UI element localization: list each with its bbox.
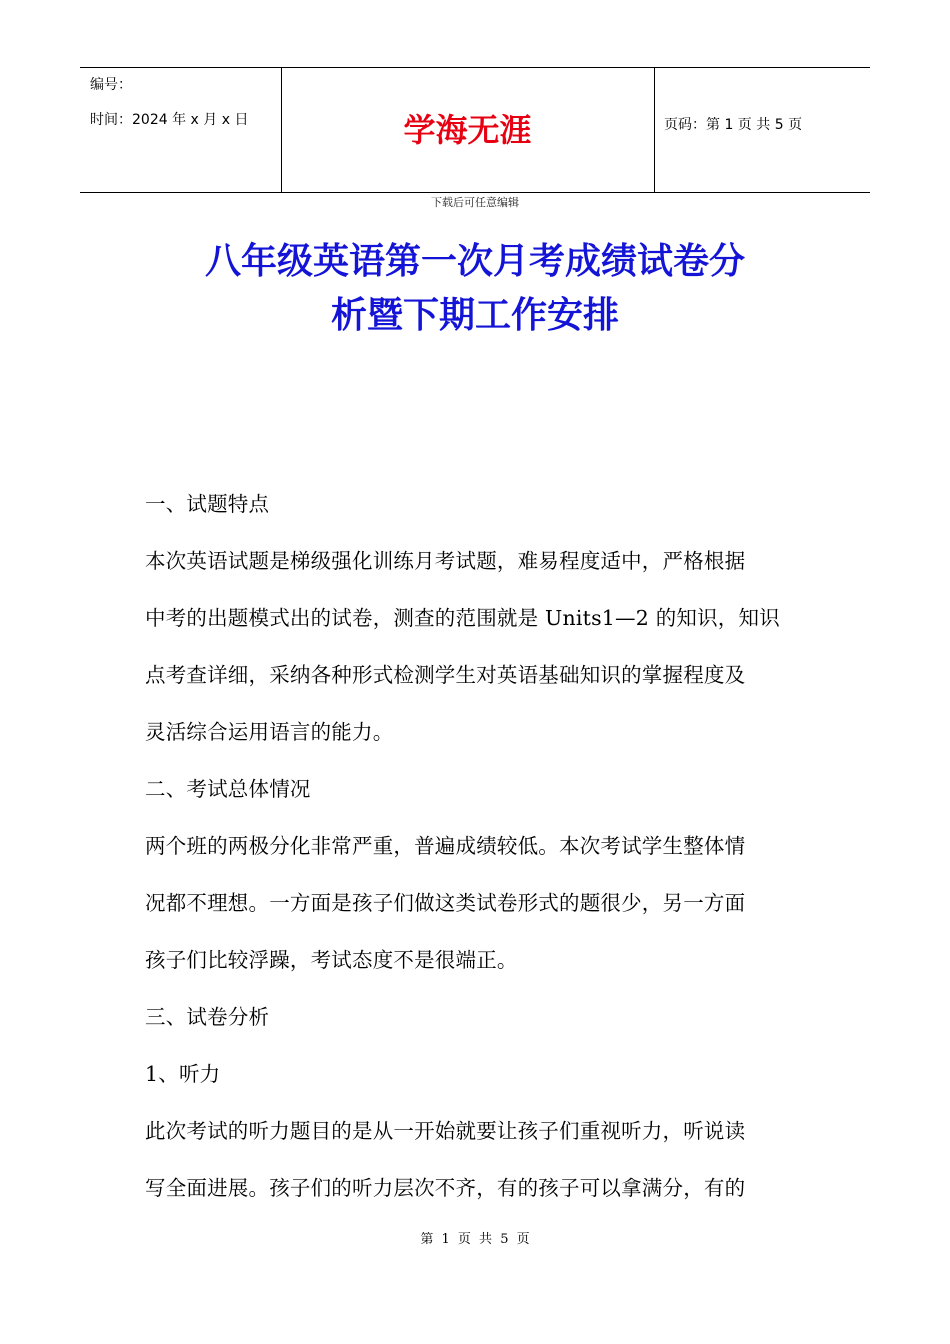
header-table — [80, 67, 870, 193]
brand-logo-text: 学海无涯 — [403, 111, 532, 149]
paragraph-line: 写全面进展。孩子们的听力层次不齐，有的孩子可以拿满分，有的 — [145, 1176, 746, 1200]
section-heading: 二、考试总体情况 — [145, 777, 311, 801]
title-line: 八年级英语第一次月考成绩试卷分 — [204, 241, 745, 282]
download-note: 下载后可任意编辑 — [431, 196, 519, 209]
header-left-cell — [80, 68, 282, 192]
paragraph-line: 点考查详细，采纳各种形式检测学生对英语基础知识的掌握程度及 — [145, 663, 746, 687]
date-label: 时间：2024 年 x 月 x 日 — [90, 112, 249, 128]
paragraph-line: 此次考试的听力题目的是从一开始就要让孩子们重视听力，听说读 — [145, 1119, 746, 1143]
number-label: 编号： — [90, 77, 132, 93]
paragraph-line: 两个班的两极分化非常严重，普遍成绩较低。本次考试学生整体情 — [145, 834, 746, 858]
page-footer: 第 1 页 共 5 页 — [420, 1232, 530, 1247]
section-heading: 三、试卷分析 — [145, 1005, 270, 1029]
paragraph-line: 本次英语试题是梯级强化训练月考试题，难易程度适中，严格根据 — [145, 549, 746, 573]
document-body — [145, 476, 813, 1217]
paragraph-line: 孩子们比较浮躁，考试态度不是很端正。 — [145, 948, 518, 972]
header-right-cell — [654, 68, 870, 192]
paragraph-line: 灵活综合运用语言的能力。 — [145, 720, 394, 744]
document-title — [100, 235, 850, 343]
section-heading: 一、试题特点 — [145, 492, 270, 516]
subsection-heading: 1、听力 — [145, 1062, 221, 1086]
paragraph-line: 中考的出题模式出的试卷，测查的范围就是 Units1—2 的知识，知识 — [145, 606, 780, 630]
page-label: 页码：第 1 页 共 5 页 — [664, 117, 803, 133]
paragraph-line: 况都不理想。一方面是孩子们做这类试卷形式的题很少，另一方面 — [145, 891, 746, 915]
header-middle-cell — [281, 68, 655, 192]
title-line: 析暨下期工作安排 — [330, 295, 619, 336]
